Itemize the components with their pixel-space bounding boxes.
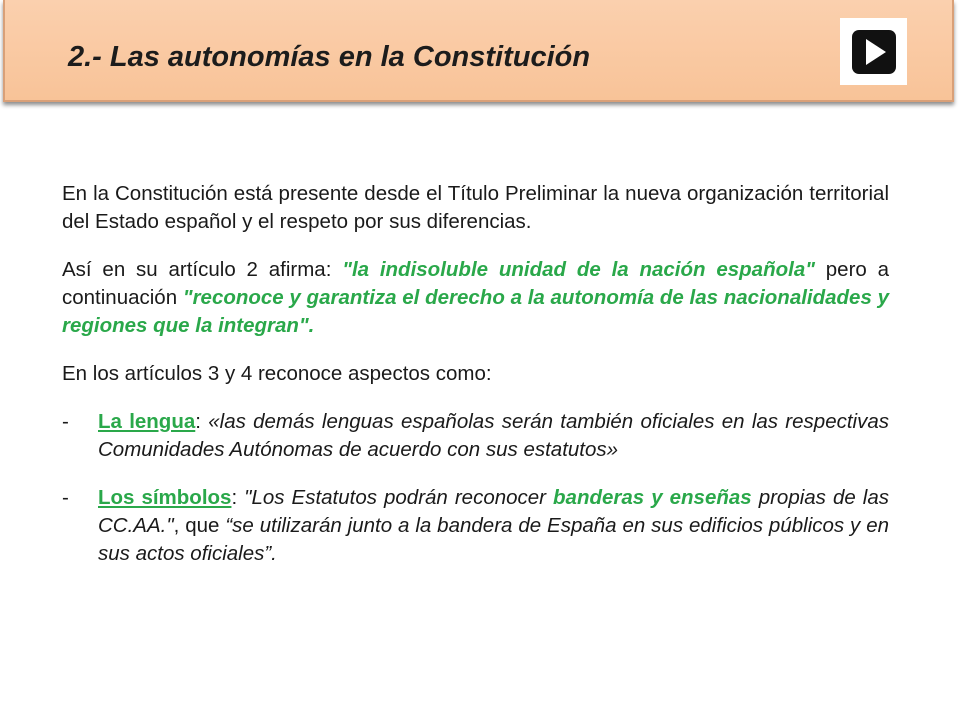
article-2-quote-autonomy: "reconoce y garantiza el derecho a la autonomía de las nacionalidades y regiones que la integran".: [62, 286, 889, 337]
bullet-language-separator: :: [195, 410, 209, 433]
bullet-dash: -: [62, 410, 69, 433]
bullet-symbols-quote-end: propias de las CC.AA.": [98, 486, 889, 537]
bullet-dash: -: [62, 486, 69, 509]
bullet-symbols-separator: :: [231, 486, 245, 509]
intro-paragraph: En la Constitución está presente desde el Título Preliminar la nueva organización territorial del Estado español y el respeto por sus diferencias.: [62, 182, 889, 233]
bullet-symbols-connector: , que: [173, 514, 226, 537]
bullet-symbols-flags: banderas y enseñas: [553, 486, 752, 509]
article-2-paragraph: [62, 256, 889, 340]
play-icon: [852, 30, 896, 74]
articles-3-4-intro: En los artículos 3 y 4 reconoce aspectos como:: [62, 362, 492, 385]
bullet-language-label: La lengua: [98, 410, 196, 433]
slide-body: [62, 180, 889, 588]
bullet-symbols-usage: “se utilizarán junto a la bandera de España en sus edificios públicos y en sus actos oficiales”.: [98, 514, 890, 565]
article-2-text-b: pero a continuación: [62, 258, 890, 309]
article-2-quote-unity: "la indisoluble unidad de la nación española": [342, 258, 815, 281]
play-button[interactable]: [840, 18, 907, 85]
bullet-symbols-quote-start: "Los Estatutos podrán reconocer: [244, 486, 554, 509]
bullet-symbols-label: Los símbolos: [98, 486, 232, 509]
bullet-language: [62, 408, 889, 464]
article-2-text-a: Así en su artículo 2 afirma:: [62, 258, 343, 281]
slide-title: 2.- Las autonomías en la Constitución: [68, 41, 591, 73]
bullet-language-text: «las demás lenguas españolas serán también oficiales en las respectivas Comunidades Autónomas de acuerdo con sus estatutos»: [98, 410, 889, 461]
bullet-symbols: [62, 484, 889, 568]
